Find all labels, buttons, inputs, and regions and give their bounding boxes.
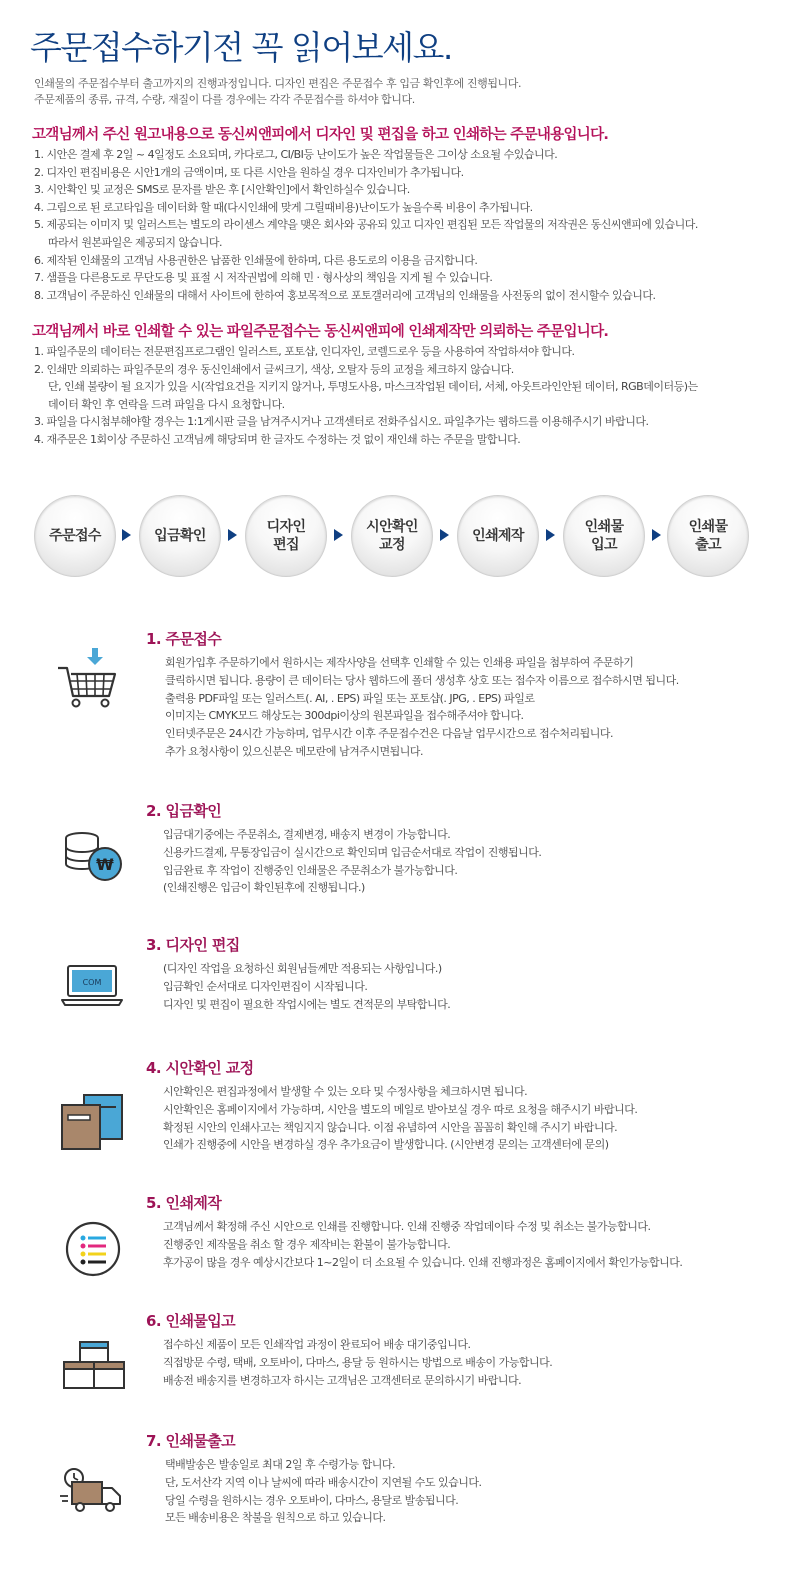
process-step-proof: 시안확인 교정: [351, 495, 433, 577]
process-step-order: 주문접수: [34, 495, 116, 577]
step-title: 1. 주문접수: [146, 630, 222, 648]
step-description: 회원가입후 주문하기에서 원하시는 제작사양을 선택후 인쇄할 수 있는 인쇄용 파일을 첨부하여 주문하기 클릭하시면 됩니다. 용량이 큰 데이터는 당사 웹하드에 폴더 생성후 상호 또는 접수자 이름으로 접수하시면 됩니다. 출력용 PDF파일 또는 일러스트(. AI, . EPS) 파일 또는 포토샵(. JPG, . EPS) 파일로 이미지는 CMYK모드 해상도는 300dpi이상의 원본파일을 접수해주셔야 합니다. 인터넷주문은 24시간 가능하며, 업무시간 이후 주문접수건은 다음날 업무시간으로 접수처리됩니다. 추가 요청사항이 있으신분은 메모란에 남겨주시면됩니다.: [165, 656, 679, 758]
rule-line: 5. 제공되는 이미지 및 일러스트는 별도의 라이센스 계약을 맺은 회사와 공유되 있고 디자인 편집된 모든 작업물의 저작권은 동신씨앤피에 있습니다.: [34, 218, 698, 232]
process-step-payment: 입금확인: [139, 495, 221, 577]
step-title: 5. 인쇄제작: [146, 1194, 222, 1212]
laptop-icon: [60, 964, 124, 1008]
step-description: (디자인 작업을 요청하신 회원님들께만 적용되는 사항입니다.) 입금확인 순서대로 디자인편집이 시작됩니다. 디자인 및 편집이 필요한 작업시에는 별도 견적문의 부탁합니다.: [163, 962, 451, 1011]
intro-line: 주문제품의 종류, 규격, 수량, 재질이 다를 경우에는 각각 주문접수를 하셔야 합니다.: [34, 93, 415, 106]
rule-line: 따라서 원본파일은 제공되지 않습니다.: [48, 235, 223, 249]
rule-line: 3. 파일을 다시첨부해야할 경우는 1:1게시판 글을 남겨주시거나 고객센터로 전화주십시오. 파일추가는 웹하드를 이용해주시기 바랍니다.: [34, 415, 649, 429]
step-description: 시안확인은 편집과정에서 발생할 수 있는 오타 및 수정사항을 체크하시면 됩니다. 시안확인은 홈페이지에서 가능하며, 시안을 별도의 메일로 받아보실 경우 따로 요청을 해주시기 바랍니다. 확정된 시안의 인쇄사고는 책임지지 않습니다. 이점 유념하여 시안을 꼼꼼히 확인해 주시기 바랍니다. 인쇄가 진행중에 시안을 변경하실 경우 추가요금이 발생합니다. (시안변경 문의는 고객센터에 문의): [163, 1085, 638, 1152]
step-title: 7. 인쇄물출고: [146, 1432, 236, 1450]
rule-line: 8. 고객님이 주문하신 인쇄물의 대해서 사이트에 한하여 홍보목적으로 포토갤러리에 고객님의 인쇄물을 사전동의 없이 전시할수 있습니다.: [34, 288, 656, 302]
shopping-cart-icon: [55, 646, 121, 710]
rule-line: 4. 그림으로 된 로고타입을 데이터화 할 때(다시인쇄에 맞게 그릴때비용)난이도가 높을수록 비용이 추가됩니다.: [34, 200, 533, 214]
step-title: 4. 시안확인 교정: [146, 1059, 254, 1077]
rule-line: 2. 디자인 편집비용은 시안1개의 금액이며, 또 다른 시안을 원하실 경우 디자인비가 추가됩니다.: [34, 165, 464, 179]
step-description: 접수하신 제품이 모든 인쇄작업 과정이 완료되어 배송 대기중입니다. 직접방문 수령, 택배, 오토바이, 다마스, 용달 등 원하시는 방법으로 배송이 가능합니다. 배송전 배송지를 변경하고자 하시는 고객님은 고객센터로 문의하시기 바랍니다.: [163, 1338, 553, 1387]
process-flow: [0, 495, 794, 579]
rule-line: 1. 파일주문의 데이터는 전문편집프로그램인 일러스트, 포토샵, 인디자인, 코렐드로우 등을 사용하여 작업하셔야 합니다.: [34, 345, 575, 358]
arrow-right-icon: [440, 529, 449, 541]
page-title: 주문접수하기전 꼭 읽어보세요.: [30, 28, 452, 67]
rule-line: 1. 시안은 결제 후 2일 ~ 4일정도 소요되며, 카다로그, CI/BI등 난이도가 높은 작업물들은 그이상 소요될 수있습니다.: [34, 148, 558, 161]
print-cmyk-icon: [64, 1220, 122, 1278]
process-step-stocking: 인쇄물 입고: [563, 495, 645, 577]
rule-line: 단, 인쇄 불량이 될 요지가 있을 시(작업요건을 지키지 않거나, 투명도사용, 마스크작업된 데이터, 서체, 아웃트라인안된 데이터, RGB데이터등)는: [48, 380, 698, 394]
delivery-truck-icon: [58, 1466, 124, 1514]
arrow-right-icon: [546, 529, 555, 541]
coins-won-icon: [60, 828, 126, 884]
process-step-shipping: 인쇄물 출고: [667, 495, 749, 577]
step-title: 6. 인쇄물입고: [146, 1312, 236, 1330]
rule-line: 7. 샘플을 다른용도로 무단도용 및 표절 시 저작권법에 의해 민 · 형사상의 책임을 지게 될 수 있습니다.: [34, 271, 493, 285]
step-description: 고객님께서 확정해 주신 시안으로 인쇄를 진행합니다. 인쇄 진행중 작업데이타 수정 및 취소는 불가능합니다. 진행중인 제작물을 취소 할 경우 제작비는 환불이 불가능합니다. 후가공이 많을 경우 예상시간보다 1~2일이 더 소요될 수 있습니다. 인쇄 진행과정은 홈페이지에서 확인가능합니다.: [163, 1220, 683, 1269]
folders-icon: [60, 1093, 126, 1151]
boxes-icon: [62, 1340, 126, 1390]
arrow-right-icon: [652, 529, 661, 541]
step-title: 3. 디자인 편집: [146, 936, 240, 954]
rule-line: 2. 인쇄만 의뢰하는 파일주문의 경우 동신인쇄에서 글씨크기, 색상, 오탈자 등의 교정을 체크하지 않습니다.: [34, 362, 514, 376]
rule-line: 4. 재주문은 1회이상 주문하신 고객님께 해당되며 한 글자도 수정하는 것 없이 재인쇄 하는 주문을 말합니다.: [34, 432, 521, 446]
section-heading-file-order: 고객님께서 바로 인쇄할 수 있는 파일주문접수는 동신씨앤피에 인쇄제작만 의뢰하는 주문입니다.: [32, 324, 609, 340]
file-order-rules: [34, 343, 698, 449]
step-description: 입금대기중에는 주문취소, 결제변경, 배송지 변경이 가능합니다. 신용카드결제, 무통장입금이 실시간으로 확인되며 입금순서대로 작업이 진행됩니다. 입금완료 후 작업이 진행중인 인쇄물은 주문취소가 불가능합니다. (인쇄진행은 입금이 확인된후에 진행됩니다.): [163, 828, 542, 895]
step-title: 2. 입금확인: [146, 802, 222, 820]
step-description: 택배발송은 발송일로 최대 2일 후 수령가능 합니다. 단, 도서산각 지역 이나 날씨에 따라 배송시간이 지연될 수도 있습니다. 당일 수령을 원하시는 경우 오토바이, 다마스, 용달로 발송됩니다. 모든 배송비용은 착불을 원칙으로 하고 있습니다.: [165, 1458, 482, 1525]
rule-line: 3. 시안확인 및 교정은 SMS로 문자를 받은 후 [시안확인]에서 확인하실수 있습니다.: [34, 183, 410, 197]
arrow-right-icon: [334, 529, 343, 541]
rule-line: 데이터 확인 후 연락을 드려 파일을 다시 요청합니다.: [48, 397, 285, 411]
intro-line: 인쇄물의 주문접수부터 출고까지의 진행과정입니다. 디자인 편집은 주문접수 후 입금 확인후에 진행됩니다.: [34, 77, 522, 90]
svg-text:₩: ₩: [96, 855, 114, 874]
process-step-printing: 인쇄제작: [457, 495, 539, 577]
design-order-rules: [34, 146, 698, 304]
svg-text:COM: COM: [82, 978, 102, 987]
intro-text: [34, 76, 521, 108]
section-heading-design-order: 고객님께서 주신 원고내용으로 동신씨앤피에서 디자인 및 편집을 하고 인쇄하는 주문내용입니다.: [32, 127, 609, 143]
arrow-right-icon: [228, 529, 237, 541]
rule-line: 6. 제작된 인쇄물의 고객님 사용권한은 납품한 인쇄물에 한하며, 다른 용도로의 이용을 금지합니다.: [34, 253, 478, 267]
process-step-design: 디자인 편집: [245, 495, 327, 577]
arrow-right-icon: [122, 529, 131, 541]
